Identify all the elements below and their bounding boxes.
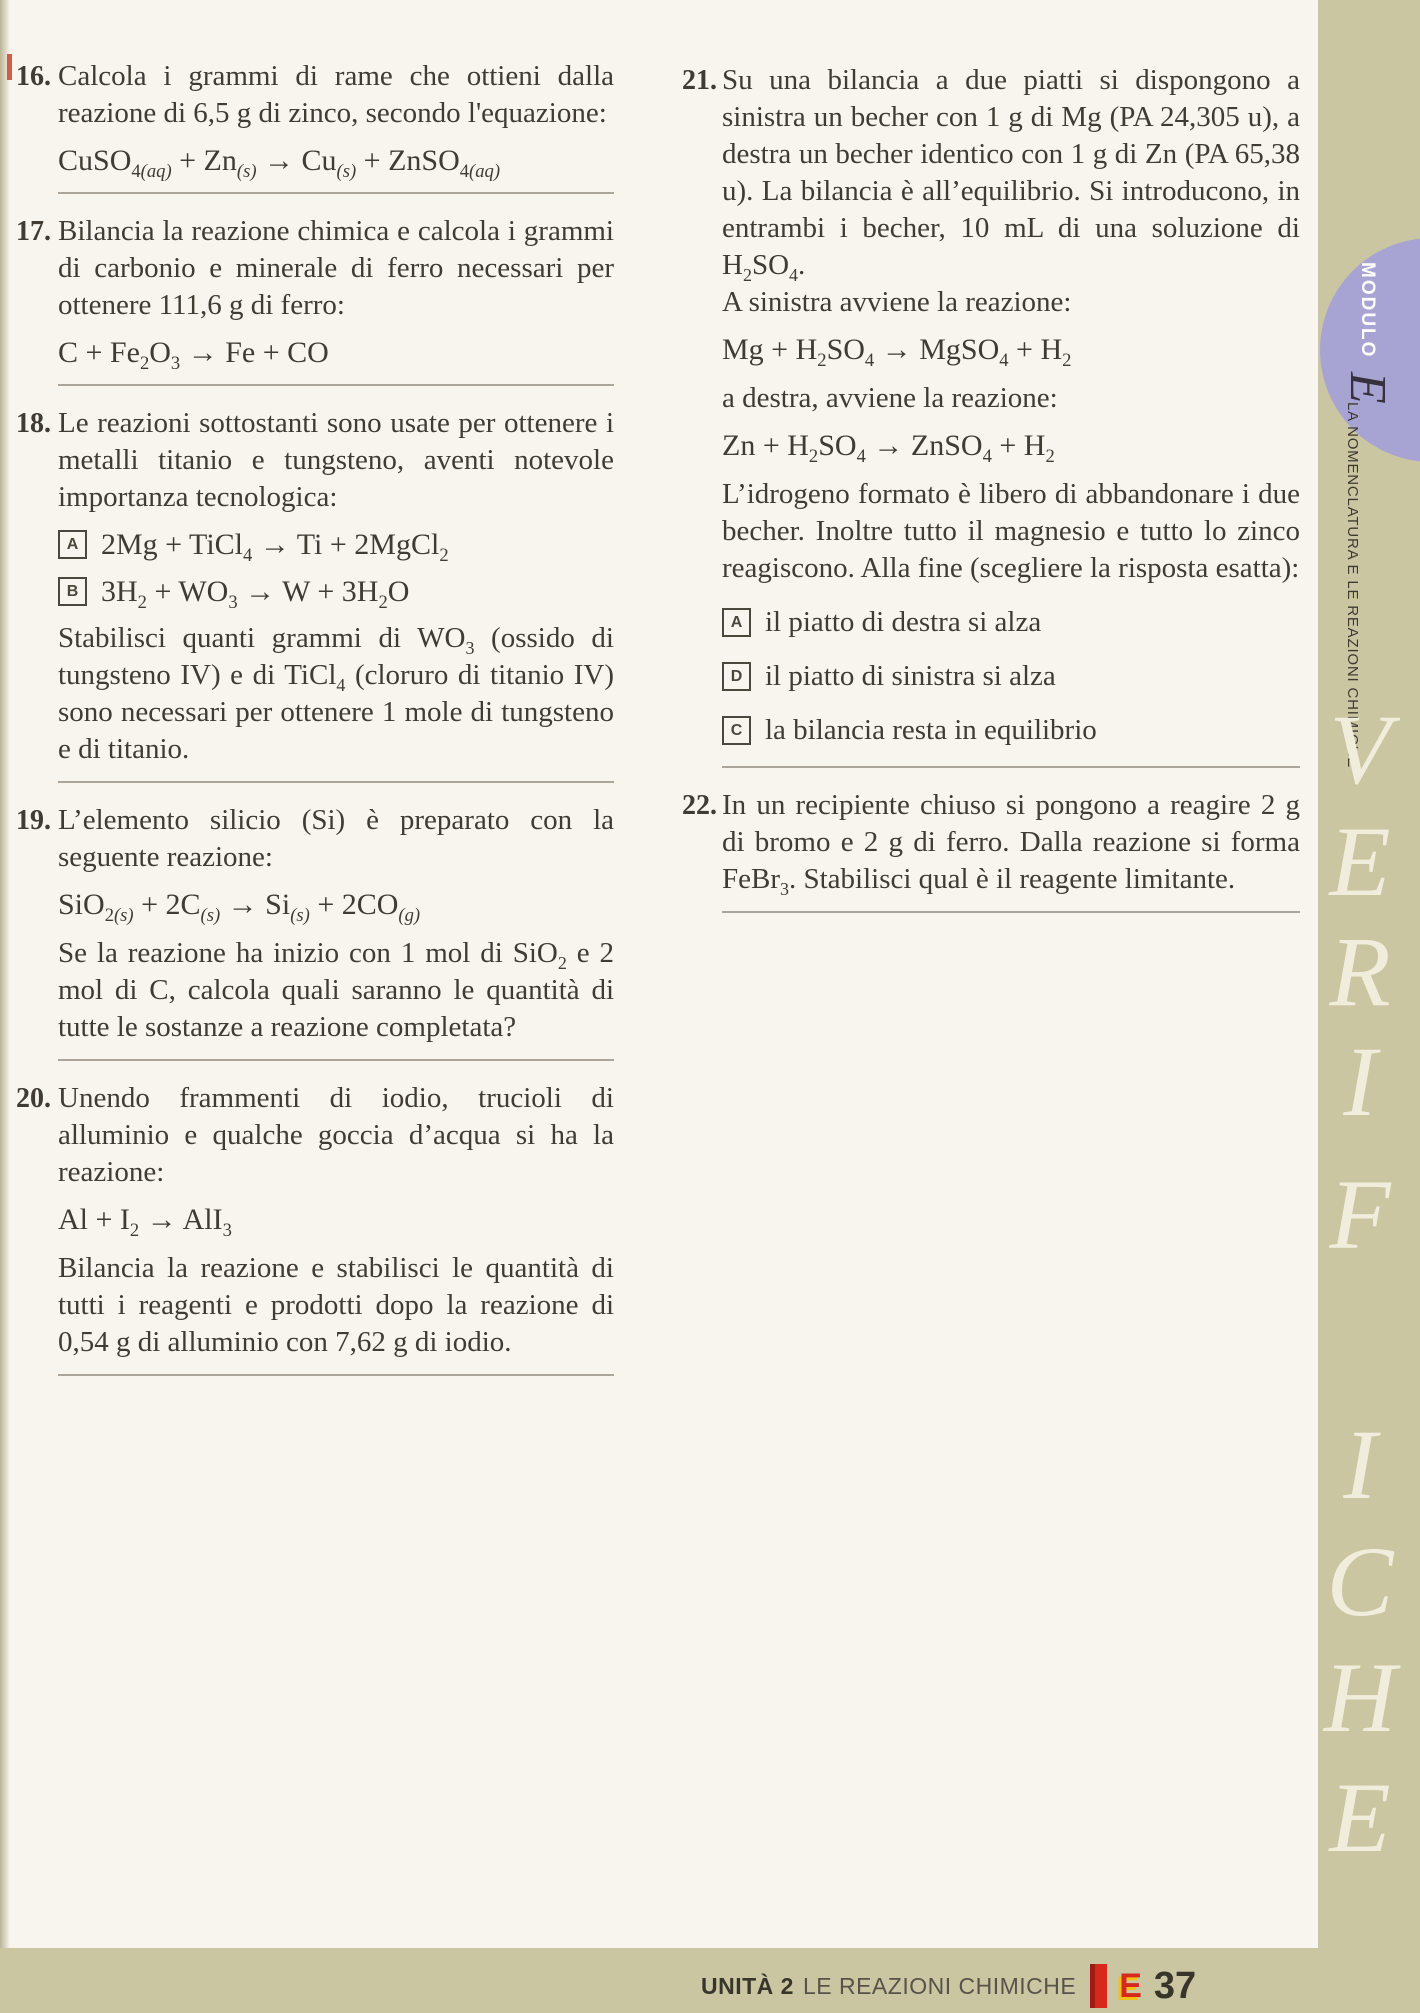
exercises-column-left: [16, 58, 614, 1395]
exercise-text: Bilancia la reazione chimica e calcola i grammi di carbonio e minerale di ferro necessari per ottenere 111,6 g di ferro:: [58, 215, 614, 321]
watermark-letter: I: [1343, 1026, 1377, 1137]
option-text: la bilancia resta in equilibrio: [765, 714, 1097, 746]
watermark-letter: I: [1343, 1409, 1377, 1520]
modulo-label-block: [1338, 262, 1397, 404]
chemical-equation: $Mg + H_2SO_4$ → MgSO$_4$ + $H_2$: [722, 333, 1072, 371]
exercise-text: In un recipiente chiuso si pongono a reagire 2 g di bromo e 2 g di ferro. Dalla reazione si forma FeBr$_3$. Stabilisci qual è il reagente limitante.: [722, 789, 1300, 899]
footer-unit-title: LE REAZIONI CHIMICHE: [802, 1972, 1077, 1999]
option-letter-box: A: [58, 530, 87, 559]
exercise-19: [16, 802, 614, 1080]
exercise-text: A sinistra avviene la reazione:: [722, 286, 1072, 318]
exercise-text: Unendo frammenti di iodio, trucioli di alluminio e qualche goccia d’acqua si ha la reazione:: [58, 1082, 614, 1188]
watermark-letter: E: [1329, 806, 1391, 917]
exercise-17: [16, 213, 614, 405]
chemical-equation: $C + Fe_2O_3 \to Fe$ + CO: [58, 336, 329, 374]
answer-option: [722, 658, 1300, 695]
exercise-divider: [58, 1059, 614, 1061]
exercise-text: a destra, avviene la reazione:: [722, 382, 1058, 414]
exercise-divider: [58, 192, 614, 194]
exercise-text: Le reazioni sottostanti sono usate per ottenere i metalli titanio e tungsteno, aventi notevole importanza tecnologica:: [58, 407, 614, 513]
exercise-body: [58, 802, 614, 1080]
exercise-number: 17.: [16, 216, 51, 247]
exercise-divider: [722, 911, 1300, 913]
chemical-equation: $3H_2 + WO_3 \to W + 3H_2O$: [101, 575, 410, 613]
chemical-equation: $Al + I_2 \to AlI_3$: [58, 1203, 232, 1241]
exercise-body: [58, 213, 614, 405]
exercise-text: L’idrogeno formato è libero di abbandonare i due becher. Inoltre tutto il magnesio e tutto lo zinco reagiscono. Alla fine (scegliere la risposta esatta):: [722, 478, 1300, 584]
exercise-body: [722, 787, 1300, 932]
exercise-number: 16.: [16, 61, 51, 92]
watermark-letter: F: [1329, 1159, 1391, 1270]
option-equation: [58, 526, 614, 566]
chemical-equation: $SiO_{2(s)} + 2C_{(s)} \to Si_{(s)} + 2CO_{(g)}$: [58, 888, 421, 926]
page-footer: [701, 1964, 1196, 2008]
exercise-number: 19.: [16, 805, 51, 836]
exercise-text: L’elemento silicio (Si) è preparato con la seguente reazione:: [58, 804, 614, 873]
exercise-text: Calcola i grammi di rame che ottieni dalla reazione di 6,5 g di zinco, secondo l'equazione:: [58, 60, 614, 129]
exercise-number: 21.: [682, 65, 717, 96]
footer-red-bar: [1090, 1964, 1107, 2008]
exercise-body: [58, 1080, 614, 1395]
exercise-text: Su una bilancia a due piatti si dispongono a sinistra un becher con 1 g di Mg (PA 24,305 u), a destra un becher identico con 1 g di Zn (PA 65,38 u). La bilancia è all’equilibrio. Si introducono, in entrambi i becher, 10 mL di una soluzione di $H_2SO_4$.: [722, 64, 1300, 285]
watermark-letter: E: [1329, 1762, 1391, 1873]
exercise-divider: [722, 766, 1300, 768]
watermark-letter: V: [1329, 694, 1391, 805]
footer-unit-label: UNITÀ 2: [701, 1972, 794, 1999]
sidebar-strip-title: LA NOMENCLATURA E LE REAZIONI CHIMICHE: [1344, 402, 1361, 769]
exercise-body: [58, 58, 614, 213]
watermark-letter: C: [1326, 1526, 1394, 1637]
modulo-word: MODULO: [1357, 262, 1378, 359]
exercise-number: 22.: [682, 790, 717, 821]
answer-option: [722, 712, 1300, 749]
page-left-edge-shadow: [0, 0, 10, 2013]
exercise-text: Stabilisci quanti grammi di $WO_3$ (ossido di tungsteno IV) e di TiCl$_4$ (cloruro di titanio IV) sono necessari per ottenere 1 mole di tungsteno e di titanio.: [58, 622, 614, 765]
chemical-equation: CuSO$_{4(aq)}$ + $Zn_{(s)} \to Cu_{(s)}$ + ZnSO$_{4(aq)}$: [58, 144, 501, 182]
exercise-22: [682, 787, 1300, 932]
exercise-number: 20.: [16, 1083, 51, 1114]
exercise-20: [16, 1080, 614, 1395]
option-letter-box: B: [58, 577, 87, 606]
option-equation: [58, 573, 614, 613]
exercise-body: [722, 62, 1300, 787]
option-letter-box: A: [722, 608, 751, 637]
modulo-letter: E: [1339, 372, 1396, 405]
exercise-16: [16, 58, 614, 213]
exercise-21: [682, 62, 1300, 787]
footer-page-number: 37: [1153, 1964, 1197, 2007]
exercise-divider: [58, 781, 614, 783]
exercise-divider: [58, 384, 614, 386]
exercise-number: 18.: [16, 408, 51, 439]
exercise-divider: [58, 1374, 614, 1376]
option-letter-box: C: [722, 716, 751, 745]
exercise-18: [16, 405, 614, 802]
exercise-body: [58, 405, 614, 802]
chemical-equation: 2Mg + TiCl$_4$ → Ti + 2MgCl$_2$: [101, 528, 449, 566]
watermark-letter: H: [1323, 1642, 1397, 1753]
exercise-text: Bilancia la reazione e stabilisci le quantità di tutti i reagenti e prodotti dopo la reazione di 0,54 g di alluminio con 7,62 g di iodio.: [58, 1252, 614, 1358]
option-text: il piatto di destra si alza: [765, 606, 1042, 638]
exercise-text: Se la reazione ha inizio con 1 mol di SiO$_2$ e 2 mol di C, calcola quali saranno le quantità di tutte le sostanze a reazione completata?: [58, 937, 615, 1043]
scan-red-artifact: [7, 54, 12, 80]
option-letter-box: D: [722, 662, 751, 691]
chemical-equation: $Zn + H_2SO_4$ → ZnSO$_4$ + $H_2$: [722, 429, 1055, 467]
watermark-letter: R: [1329, 916, 1391, 1027]
footer-module-letter: E: [1119, 1966, 1142, 2005]
option-text: il piatto di sinistra si alza: [765, 660, 1056, 692]
answer-option: [722, 604, 1300, 641]
exercises-column-right: [682, 62, 1300, 932]
